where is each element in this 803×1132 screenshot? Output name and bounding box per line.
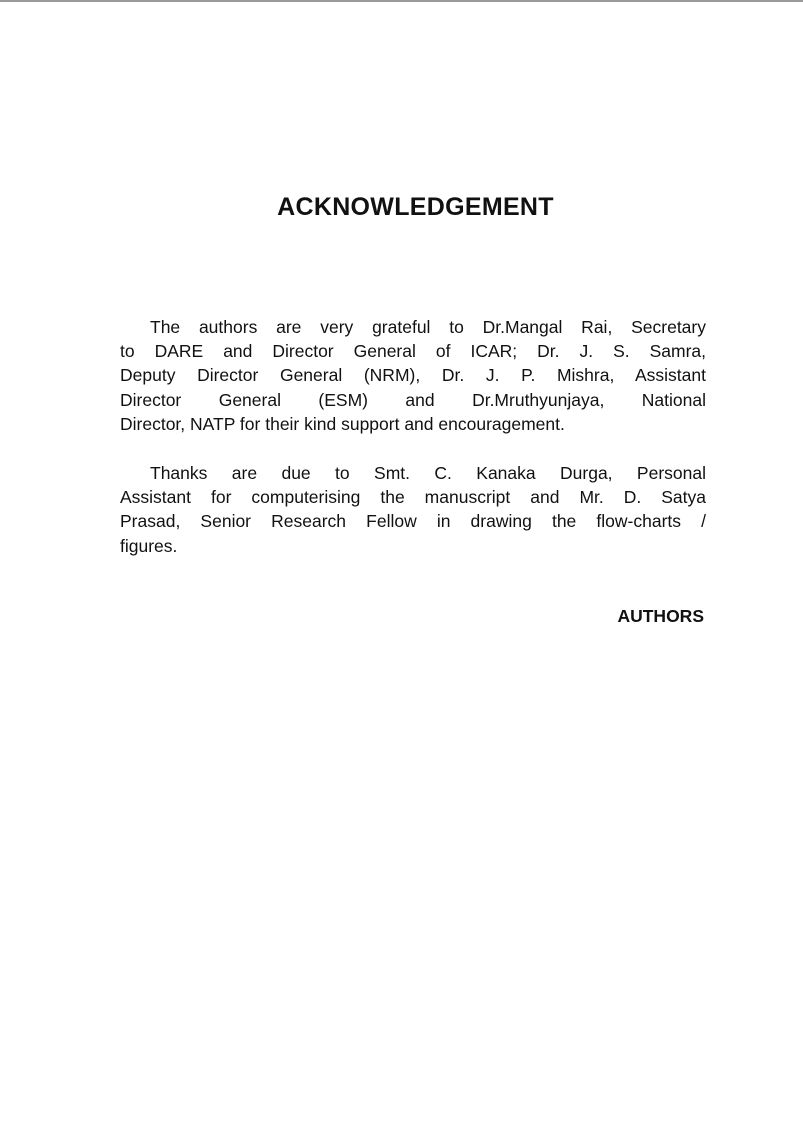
text-line: Deputy Director General (NRM), Dr. J. P. Mishra, Assistant: [120, 365, 706, 386]
text-line: figures.: [120, 535, 178, 556]
text-line: Director, NATP for their kind support and encouragement.: [120, 413, 565, 434]
text-line: Prasad, Senior Research Fellow in drawing the flow-charts /: [120, 511, 706, 532]
acknowledgement-paragraph-1: [120, 315, 706, 436]
acknowledgement-paragraph-2: [120, 461, 706, 558]
text-line: Thanks are due to Smt. C. Kanaka Durga, Personal: [150, 463, 706, 483]
signature-authors: AUTHORS: [617, 606, 704, 626]
text-line: Director General (ESM) and Dr.Mruthyunjaya, National: [120, 389, 706, 410]
text-line: The authors are very grateful to Dr.Mangal Rai, Secretary: [150, 317, 706, 337]
text-line: to DARE and Director General of ICAR; Dr. J. S. Samra,: [120, 341, 706, 362]
page-title: ACKNOWLEDGEMENT: [277, 193, 554, 221]
text-line: Assistant for computerising the manuscript and Mr. D. Satya: [120, 487, 706, 508]
page-top-edge: [0, 0, 803, 2]
